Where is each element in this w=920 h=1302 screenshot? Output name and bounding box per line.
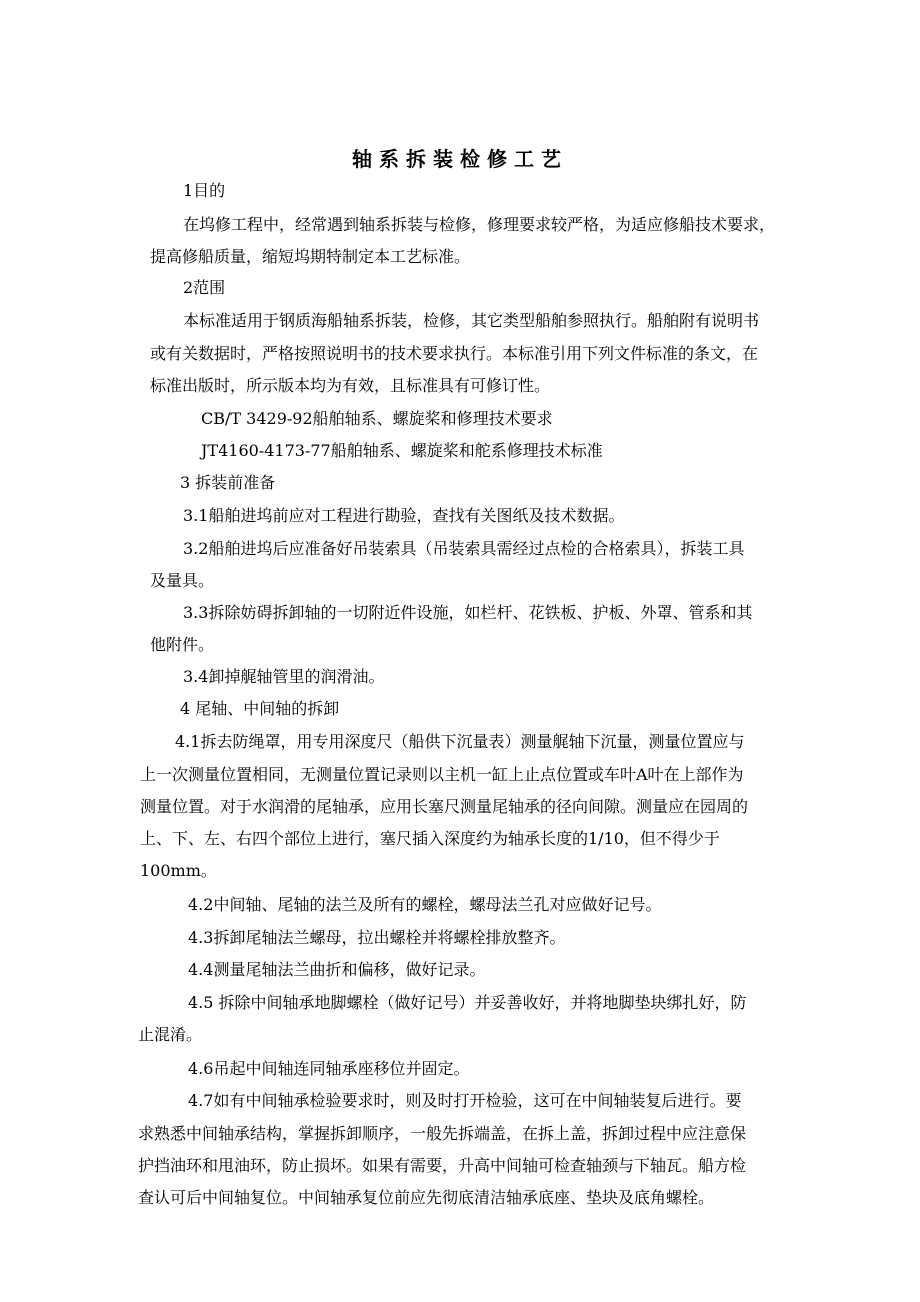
paragraph-line: 他附件。 xyxy=(150,635,215,654)
reference-standard: CB/T 3429-92船舶轴系、螺旋桨和修理技术要求 xyxy=(201,409,553,428)
paragraph-line: 求熟悉中间轴承结构，掌握拆卸顺序，一般先拆端盖，在拆上盖，拆卸过程中应注意保 xyxy=(138,1124,747,1143)
paragraph-line: 4.7如有中间轴承检验要求时，则及时打开检验，这可在中间轴装复后进行。要 xyxy=(188,1091,742,1110)
heading-1-purpose: 1目的 xyxy=(183,181,226,200)
paragraph-line: 3.2船舶进坞后应准备好吊装索具（吊装索具需经过点检的合格索具），拆装工具 xyxy=(183,539,745,558)
heading-2-scope: 2范围 xyxy=(183,278,226,297)
paragraph-line: 或有关数据时，严格按照说明书的技术要求执行。本标准引用下列文件标准的条文，在 xyxy=(150,344,759,363)
paragraph-line: 4.6吊起中间轴连同轴承座移位并固定。 xyxy=(188,1059,470,1078)
reference-standard: JT4160-4173-77船舶轴系、螺旋桨和舵系修理技术标准 xyxy=(201,441,603,460)
paragraph-line: 提高修船质量，缩短坞期特制定本工艺标准。 xyxy=(150,247,471,266)
paragraph-line: 4.4测量尾轴法兰曲折和偏移，做好记录。 xyxy=(188,960,486,979)
paragraph-line: 4.2中间轴、尾轴的法兰及所有的螺栓，螺母法兰孔对应做好记号。 xyxy=(188,895,662,914)
paragraph-line: 护挡油环和甩油环，防止损坏。如果有需要，升高中间轴可检查轴颈与下轴瓦。船方检 xyxy=(138,1156,747,1175)
paragraph-line: 测量位置。对于水润滑的尾轴承，应用长塞尺测量尾轴承的径向间隙。测量应在园周的 xyxy=(140,797,749,816)
paragraph-line: 及量具。 xyxy=(150,571,215,590)
paragraph-line: 标准出版时，所示版本均为有效，且标准具有可修订性。 xyxy=(150,376,551,395)
paragraph-line: 4.5 拆除中间轴承地脚螺栓（做好记号）并妥善收好，并将地脚垫块绑扎好，防 xyxy=(188,993,747,1012)
paragraph-line: 止混淆。 xyxy=(138,1025,203,1044)
paragraph-line: 查认可后中间轴复位。中间轴承复位前应先彻底清洁轴承底座、垫块及底角螺栓。 xyxy=(138,1188,715,1207)
paragraph-line: 4.1拆去防绳罩，用专用深度尺（船供下沉量表）测量艉轴下沉量，测量位置应与 xyxy=(175,732,745,751)
paragraph-line: 3.3拆除妨碍拆卸轴的一切附近件设施，如栏杆、花铁板、护板、外罩、管系和其 xyxy=(183,603,753,622)
paragraph-line: 在坞修工程中，经常遇到轴系拆装与检修，修理要求较严格，为适应修船技术要求， xyxy=(183,215,776,234)
paragraph-line: 上、下、左、右四个部位上进行，塞尺插入深度约为轴承长度的1/10，但不得少于 xyxy=(140,829,720,848)
heading-4-disassembly: 4 尾轴、中间轴的拆卸 xyxy=(180,699,340,718)
paragraph-line: 上一次测量位置相同，无测量位置记录则以主机一缸上止点位置或车叶A叶在上部作为 xyxy=(140,765,744,784)
heading-3-preparation: 3 拆装前准备 xyxy=(180,473,276,492)
document-title: 轴系拆装检修工艺 xyxy=(352,147,568,171)
paragraph-line: 3.4卸掉艉轴管里的润滑油。 xyxy=(183,667,385,686)
paragraph-line: 3.1船舶进坞前应对工程进行勘验，查找有关图纸及技术数据。 xyxy=(183,506,625,525)
paragraph-line: 100mm。 xyxy=(140,861,217,880)
paragraph-line: 4.3拆卸尾轴法兰螺母，拉出螺栓并将螺栓排放整齐。 xyxy=(188,928,566,947)
paragraph-line: 本标准适用于钢质海船轴系拆装，检修，其它类型船舶参照执行。船舶附有说明书 xyxy=(183,311,760,330)
